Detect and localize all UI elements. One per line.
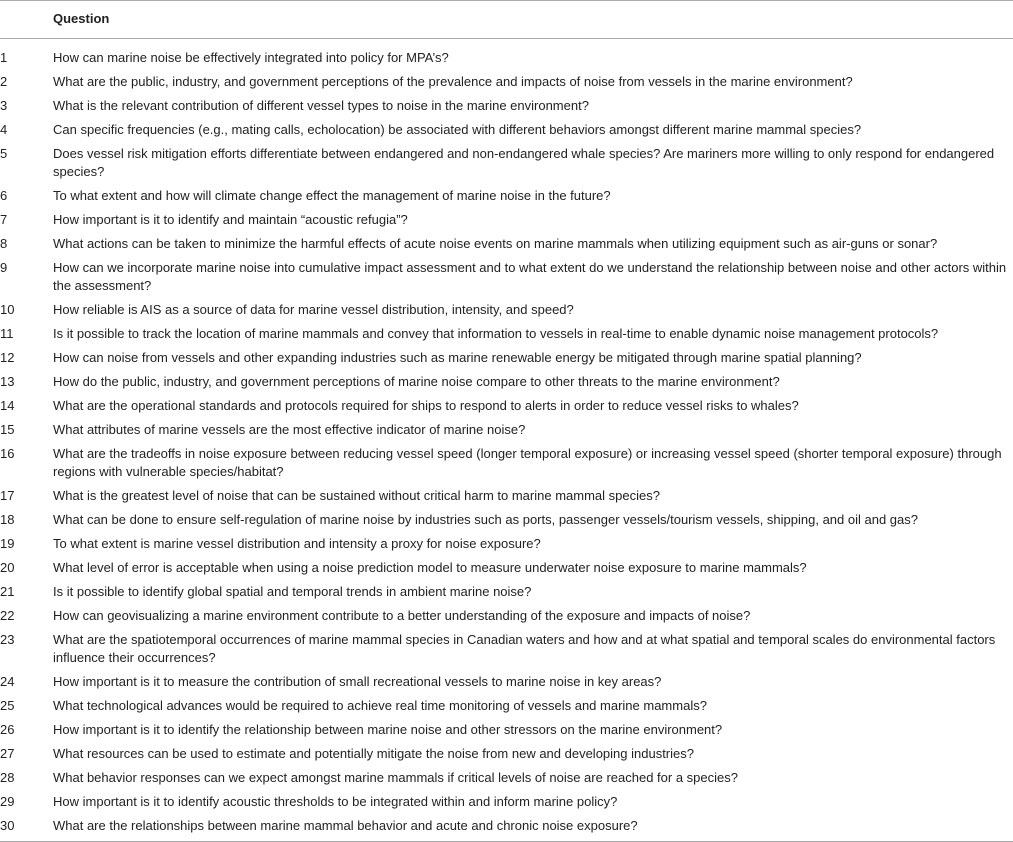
row-question: What technological advances would be required to achieve real time monitoring of vessels and marine mammals?	[53, 698, 707, 713]
row-number: 19	[0, 536, 15, 551]
row-number: 3	[0, 98, 8, 113]
table-row	[0, 232, 1013, 256]
row-number: 9	[0, 260, 8, 275]
row-number: 23	[0, 632, 15, 647]
table-row	[0, 184, 1013, 208]
row-question: What are the public, industry, and government perceptions of the prevalence and impacts of noise from vessels in the marine environment?	[53, 74, 853, 89]
table-row	[0, 742, 1013, 766]
row-question: What are the tradeoffs in noise exposure between reducing vessel speed (longer temporal exposure) or increasing vessel speed (shorter temporal exposure) through regions with vulnerable species/habitat?	[53, 446, 1002, 479]
row-number: 22	[0, 608, 15, 623]
table-row	[0, 346, 1013, 370]
row-question: Is it possible to track the location of marine mammals and convey that information to vessels in real-time to enable dynamic noise management protocols?	[53, 326, 939, 341]
row-question: What can be done to ensure self-regulation of marine noise by industries such as ports, passenger vessels/tourism vessels, shipping, and oil and gas?	[53, 512, 918, 527]
row-number: 30	[0, 814, 53, 842]
row-question: How can noise from vessels and other expanding industries such as marine renewable energy be mitigated through marine spatial planning?	[53, 350, 862, 365]
table-row	[0, 208, 1013, 232]
row-number: 18	[0, 512, 15, 527]
row-question: Is it possible to identify global spatial and temporal trends in ambient marine noise?	[53, 584, 532, 599]
table-row	[0, 556, 1013, 580]
row-number: 28	[0, 770, 15, 785]
row-number: 17	[0, 488, 15, 503]
table-row	[0, 670, 1013, 694]
row-number: 12	[0, 350, 15, 365]
row-question: How do the public, industry, and government perceptions of marine noise compare to other threats to the marine environment?	[53, 374, 780, 389]
row-question: How important is it to identify and maintain “acoustic refugia”?	[53, 212, 408, 227]
row-number: 7	[0, 212, 8, 227]
table-row	[0, 418, 1013, 442]
header-number	[0, 1, 53, 39]
row-question: How important is it to identify the relationship between marine noise and other stressors on the marine environment?	[53, 722, 723, 737]
header-question: Question	[53, 1, 1013, 39]
table-row	[0, 394, 1013, 418]
table-header-row	[0, 1, 1013, 39]
row-number: 11	[0, 326, 14, 341]
row-number: 2	[0, 74, 8, 89]
row-question: Can specific frequencies (e.g., mating calls, echolocation) be associated with different behaviors amongst different marine mammal species?	[53, 122, 862, 137]
row-question: What attributes of marine vessels are the most effective indicator of marine noise?	[53, 422, 526, 437]
table-row	[0, 442, 1013, 484]
row-question: What level of error is acceptable when using a noise prediction model to measure underwater noise exposure to marine mammals?	[53, 560, 807, 575]
row-number: 10	[0, 302, 15, 317]
row-number: 29	[0, 794, 15, 809]
table-body	[0, 39, 1013, 842]
row-question: What behavior responses can we expect amongst marine mammals if critical levels of noise are reached for a species?	[53, 770, 738, 785]
table-row	[0, 766, 1013, 790]
row-question: How can marine noise be effectively integrated into policy for MPA’s?	[53, 50, 449, 65]
row-number: 15	[0, 422, 15, 437]
row-question: How can geovisualizing a marine environment contribute to a better understanding of the exposure and impacts of noise?	[53, 608, 751, 623]
row-number: 1	[0, 50, 8, 65]
row-number: 4	[0, 122, 8, 137]
table-row	[0, 790, 1013, 814]
table-row	[0, 694, 1013, 718]
row-number: 13	[0, 374, 15, 389]
row-number: 16	[0, 446, 15, 461]
row-number: 5	[0, 146, 8, 161]
row-number: 21	[0, 584, 15, 599]
table-row	[0, 604, 1013, 628]
row-question: How important is it to measure the contribution of small recreational vessels to marine noise in key areas?	[53, 674, 662, 689]
row-question: What are the relationships between marine mammal behavior and acute and chronic noise exposure?	[53, 814, 1013, 842]
row-question: What are the operational standards and protocols required for ships to respond to alerts in order to reduce vessel risks to whales?	[53, 398, 799, 413]
table-row	[0, 484, 1013, 508]
row-number: 27	[0, 746, 15, 761]
row-number: 8	[0, 236, 8, 251]
table-row	[0, 322, 1013, 346]
row-question: To what extent is marine vessel distribution and intensity a proxy for noise exposure?	[53, 536, 541, 551]
row-question: What actions can be taken to minimize the harmful effects of acute noise events on marine mammals when utilizing equipment such as air-guns or sonar?	[53, 236, 938, 251]
row-number: 24	[0, 674, 15, 689]
table-row	[0, 94, 1013, 118]
row-number: 6	[0, 188, 8, 203]
table-row	[0, 70, 1013, 94]
row-number: 20	[0, 560, 15, 575]
table-row	[0, 814, 1013, 842]
table-row	[0, 370, 1013, 394]
row-question: How reliable is AIS as a source of data for marine vessel distribution, intensity, and speed?	[53, 302, 574, 317]
row-question: How can we incorporate marine noise into cumulative impact assessment and to what extent do we understand the relationship between noise and other actors within the assessment?	[53, 260, 1007, 293]
table-row	[0, 118, 1013, 142]
table-row	[0, 39, 1013, 71]
table-row	[0, 508, 1013, 532]
table-row	[0, 142, 1013, 184]
row-question: What are the spatiotemporal occurrences of marine mammal species in Canadian waters and how and at what spatial and temporal scales do environmental factors influence their occurrences?	[53, 632, 996, 665]
table-row	[0, 628, 1013, 670]
row-question: What is the relevant contribution of different vessel types to noise in the marine environment?	[53, 98, 589, 113]
row-question: What is the greatest level of noise that can be sustained without critical harm to marine mammal species?	[53, 488, 660, 503]
row-number: 14	[0, 398, 15, 413]
row-number: 26	[0, 722, 15, 737]
table-row	[0, 580, 1013, 604]
row-question: What resources can be used to estimate and potentially mitigate the noise from new and developing industries?	[53, 746, 694, 761]
table-row	[0, 298, 1013, 322]
row-question: Does vessel risk mitigation efforts differentiate between endangered and non-endangered whale species? Are mariners more willing to only respond for endangered species?	[53, 146, 995, 179]
row-question: To what extent and how will climate change effect the management of marine noise in the future?	[53, 188, 611, 203]
table-row	[0, 532, 1013, 556]
table-row	[0, 256, 1013, 298]
table-row	[0, 718, 1013, 742]
row-number: 25	[0, 698, 15, 713]
row-question: How important is it to identify acoustic thresholds to be integrated within and inform marine policy?	[53, 794, 618, 809]
